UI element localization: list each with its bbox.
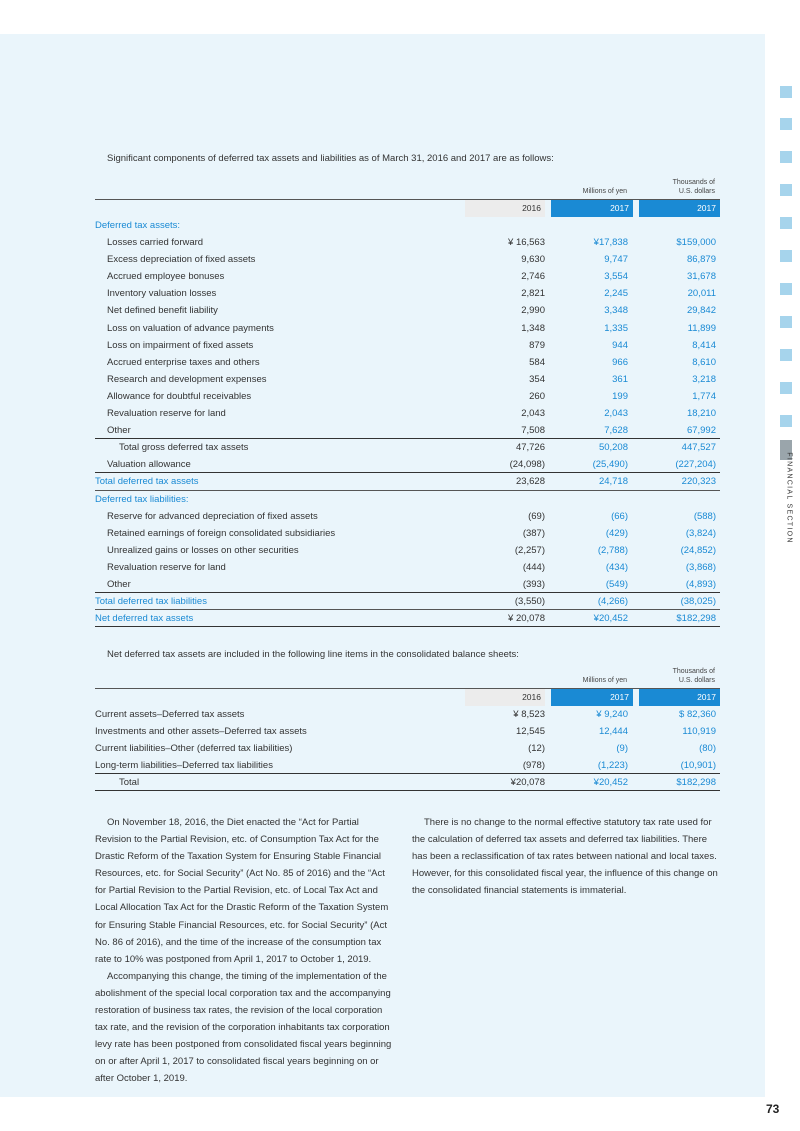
row-label: Other — [107, 578, 131, 590]
value-cell: 966 — [612, 356, 628, 368]
value-cell: ¥ 9,240 — [596, 709, 628, 720]
value-cell: 7,628 — [604, 425, 628, 437]
value-cell: 260 — [529, 390, 545, 402]
value-cell: 361 — [612, 373, 628, 385]
table-row — [95, 285, 720, 302]
col-header-2017-yen: 2017 — [551, 689, 633, 706]
table-row — [95, 706, 720, 723]
value-cell: 12,444 — [598, 726, 628, 738]
table2-units — [95, 660, 720, 688]
value-cell: (10,901) — [680, 760, 716, 772]
row-label: Deferred tax liabilities: — [95, 493, 189, 505]
value-cell: 944 — [612, 339, 628, 351]
value-cell: ¥ 20,078 — [508, 613, 545, 625]
row-label: Loss on impairment of fixed assets — [107, 339, 254, 351]
value-cell: (25,490) — [592, 459, 628, 471]
value-cell: (393) — [522, 578, 545, 590]
table-row — [95, 422, 720, 439]
value-cell: (444) — [522, 561, 545, 573]
nav-square — [780, 86, 792, 98]
value-cell: 24,718 — [598, 476, 628, 488]
value-cell: (2,788) — [597, 544, 628, 556]
table-row — [95, 337, 720, 354]
nav-square — [780, 382, 792, 394]
row-label: Loss on valuation of advance payments — [107, 322, 274, 334]
table2-intro: Net deferred tax assets are included in the following line items in the consolidated balance sheets: — [107, 649, 519, 660]
row-label: Deferred tax assets: — [95, 220, 181, 231]
row-label: Total gross deferred tax assets — [119, 442, 249, 454]
page-number: 73 — [766, 1102, 780, 1116]
table1-units — [95, 171, 720, 199]
table-row — [95, 593, 720, 610]
row-label: Retained earnings of foreign consolidated subsidiaries — [107, 527, 336, 539]
row-label: Accrued employee bonuses — [107, 271, 225, 283]
nav-square — [780, 118, 792, 130]
value-cell: $ 82,360 — [679, 709, 716, 720]
row-label: Reserve for advanced depreciation of fixed assets — [107, 510, 318, 522]
value-cell: 2,043 — [604, 408, 628, 420]
value-cell: (2,257) — [514, 544, 545, 556]
value-cell: 447,527 — [681, 442, 716, 454]
value-cell: 3,348 — [604, 305, 628, 317]
table-row — [95, 559, 720, 576]
value-cell: 12,545 — [515, 726, 545, 738]
value-cell: ¥ 16,563 — [508, 237, 545, 249]
unit-yen: Millions of yen — [582, 188, 627, 195]
value-cell: (434) — [605, 561, 628, 573]
value-cell: 2,990 — [521, 305, 545, 317]
table-row — [95, 740, 720, 757]
col-header-2017-yen: 2017 — [551, 200, 633, 217]
table-row — [95, 610, 720, 627]
value-cell: (9) — [616, 743, 628, 755]
nav-square — [780, 349, 792, 361]
value-cell: 354 — [529, 373, 545, 385]
value-cell: 29,842 — [686, 305, 716, 317]
table1-header — [95, 199, 720, 217]
table-row — [95, 757, 720, 774]
nav-square — [780, 415, 792, 427]
row-label: Current assets–Deferred tax assets — [95, 709, 245, 720]
value-cell: (978) — [522, 760, 545, 772]
value-cell: ¥ 8,523 — [513, 709, 545, 720]
col-header-2016: 2016 — [465, 200, 545, 217]
row-label: Allowance for doubtful receivables — [107, 390, 252, 402]
value-cell: (1,223) — [597, 760, 628, 772]
table-row — [95, 320, 720, 337]
row-label: Losses carried forward — [107, 237, 204, 249]
value-cell: 9,630 — [521, 254, 545, 266]
row-label: Total deferred tax assets — [95, 476, 199, 488]
row-label: Research and development expenses — [107, 373, 267, 385]
row-label: Excess depreciation of fixed assets — [107, 254, 256, 266]
table1-intro: Significant components of deferred tax assets and liabilities as of March 31, 2016 and 2017 are as follows: — [107, 153, 554, 164]
table2-body — [95, 706, 720, 791]
value-cell: 23,628 — [515, 476, 545, 488]
unit-usd: Thousands of U.S. dollars — [672, 668, 715, 684]
row-label: Unrealized gains or losses on other securities — [107, 544, 299, 556]
value-cell: 1,335 — [604, 322, 628, 334]
table-row — [95, 525, 720, 542]
table-row — [95, 302, 720, 319]
value-cell: (69) — [528, 510, 545, 522]
value-cell: 1,348 — [521, 322, 545, 334]
nav-square — [780, 151, 792, 163]
value-cell: 2,245 — [604, 288, 628, 300]
value-cell: (12) — [528, 743, 545, 755]
value-cell: (24,098) — [509, 459, 545, 471]
value-cell: 110,919 — [682, 726, 716, 738]
note-paragraph: Accompanying this change, the timing of the implementation of the abolishment of the special local corporation tax and the accompanying restoration of business tax rates, the revision of the local corporation tax rate, and the revision of the corporation inhabitants tax corporation levy rate has been postponed from consolidated fiscal years beginning on or after April 1, 2017 to consolidated fiscal years beginning on or after October 1, 2019. — [95, 970, 392, 1085]
value-cell: (227,204) — [675, 459, 716, 471]
row-label: Total — [119, 777, 140, 789]
table-row — [95, 576, 720, 593]
table-row — [95, 234, 720, 251]
value-cell: 1,774 — [692, 390, 716, 402]
value-cell: 86,879 — [686, 254, 716, 266]
table-row — [95, 371, 720, 388]
balance-sheet-table — [95, 660, 720, 791]
value-cell: 9,747 — [604, 254, 628, 266]
value-cell: 7,508 — [521, 425, 545, 437]
value-cell: (24,852) — [680, 544, 716, 556]
value-cell: 3,218 — [692, 373, 716, 385]
value-cell: (588) — [693, 510, 716, 522]
table-row — [95, 473, 720, 490]
value-cell: 2,821 — [521, 288, 545, 300]
value-cell: $182,298 — [676, 613, 716, 625]
value-cell: 879 — [529, 339, 545, 351]
nav-square — [780, 250, 792, 262]
row-label: Other — [107, 425, 131, 437]
value-cell: ¥20,452 — [593, 777, 628, 789]
row-label: Net deferred tax assets — [95, 613, 194, 625]
table-row — [95, 508, 720, 525]
nav-square — [780, 283, 792, 295]
value-cell: ¥20,078 — [510, 777, 545, 789]
value-cell: 3,554 — [604, 271, 628, 283]
value-cell: (4,266) — [597, 596, 628, 608]
row-label: Current liabilities–Other (deferred tax liabilities) — [95, 743, 293, 755]
nav-square — [780, 184, 792, 196]
value-cell: $182,298 — [676, 777, 716, 789]
value-cell: (80) — [699, 743, 716, 755]
value-cell: 11,899 — [687, 322, 716, 334]
table-row — [95, 774, 720, 791]
value-cell: 8,414 — [692, 339, 716, 351]
value-cell: 2,746 — [521, 271, 545, 283]
value-cell: $159,000 — [676, 237, 716, 249]
value-cell: 50,208 — [598, 442, 628, 454]
notes-right-column — [412, 814, 720, 899]
value-cell: ¥17,838 — [593, 237, 628, 249]
value-cell: (66) — [611, 510, 628, 522]
unit-usd: Thousands of U.S. dollars — [672, 179, 715, 195]
table-row — [95, 251, 720, 268]
value-cell: 67,992 — [686, 425, 716, 437]
notes-left-column — [95, 814, 397, 1088]
table-row — [95, 354, 720, 371]
value-cell: 31,678 — [686, 271, 716, 283]
table-row — [95, 491, 720, 508]
table-row — [95, 542, 720, 559]
col-header-2017-usd: 2017 — [639, 689, 720, 706]
row-label: Revaluation reserve for land — [107, 561, 226, 573]
value-cell: 20,011 — [687, 288, 716, 300]
col-header-2017-usd: 2017 — [639, 200, 720, 217]
section-label: FINANCIAL SECTION — [785, 452, 793, 544]
table-row — [95, 439, 720, 456]
value-cell: (549) — [605, 578, 628, 590]
nav-square — [780, 217, 792, 229]
value-cell: (387) — [522, 527, 545, 539]
value-cell: 584 — [529, 356, 545, 368]
value-cell: 18,210 — [686, 408, 716, 420]
note-paragraph: On November 18, 2016, the Diet enacted the “Act for Partial Revision to the Partial Revision, etc. of Consumption Tax Act for the Drastic Reform of the Taxation System for Ensuring Stable Financial Resources, etc. for Social Security” (Act No. 85 of 2016) and the “Act for Partial Revision to the Partial Revision, etc. of Local Tax Act and Local Allocation Tax Act for the Drastic Reform of the Taxation System for Ensuring Stable Financial Resources, etc. for Social Security” (Act No. 86 of 2016), and the time of the increase of the consumption tax rate to 10% was postponed from April 1, 2017 to October 1, 2019. — [95, 817, 389, 965]
row-label: Valuation allowance — [107, 459, 191, 471]
nav-square — [780, 316, 792, 328]
row-label: Accrued enterprise taxes and others — [107, 356, 260, 368]
value-cell: 47,726 — [515, 442, 545, 454]
table-row — [95, 217, 720, 234]
value-cell: 8,610 — [692, 356, 716, 368]
value-cell: (4,893) — [685, 578, 716, 590]
table-row — [95, 723, 720, 740]
table-row — [95, 405, 720, 422]
value-cell: 220,323 — [681, 476, 716, 488]
table-row — [95, 388, 720, 405]
value-cell: (3,824) — [685, 527, 716, 539]
col-header-2016: 2016 — [465, 689, 545, 706]
unit-yen: Millions of yen — [582, 677, 627, 684]
value-cell: 199 — [612, 390, 628, 402]
table-row — [95, 268, 720, 285]
row-label: Total deferred tax liabilities — [95, 596, 207, 608]
note-paragraph: There is no change to the normal effective statutory tax rate used for the calculation of deferred tax assets and deferred tax liabilities. There has been a reclassification of tax rates between national and local taxes. However, for this consolidated fiscal year, the influence of this change on the consolidated financial statements is immaterial. — [412, 817, 718, 897]
row-label: Revaluation reserve for land — [107, 408, 226, 420]
row-label: Investments and other assets–Deferred tax assets — [95, 726, 307, 738]
value-cell: ¥20,452 — [593, 613, 628, 625]
value-cell: (3,550) — [514, 596, 545, 608]
row-label: Long-term liabilities–Deferred tax liabilities — [95, 760, 273, 772]
table-row — [95, 456, 720, 473]
value-cell: (3,868) — [685, 561, 716, 573]
table1-body — [95, 217, 720, 627]
row-label: Net defined benefit liability — [107, 305, 218, 317]
table2-header — [95, 688, 720, 706]
row-label: Inventory valuation losses — [107, 288, 217, 300]
value-cell: 2,043 — [521, 408, 545, 420]
value-cell: (38,025) — [680, 596, 716, 608]
deferred-tax-table — [95, 171, 720, 627]
value-cell: (429) — [605, 527, 628, 539]
